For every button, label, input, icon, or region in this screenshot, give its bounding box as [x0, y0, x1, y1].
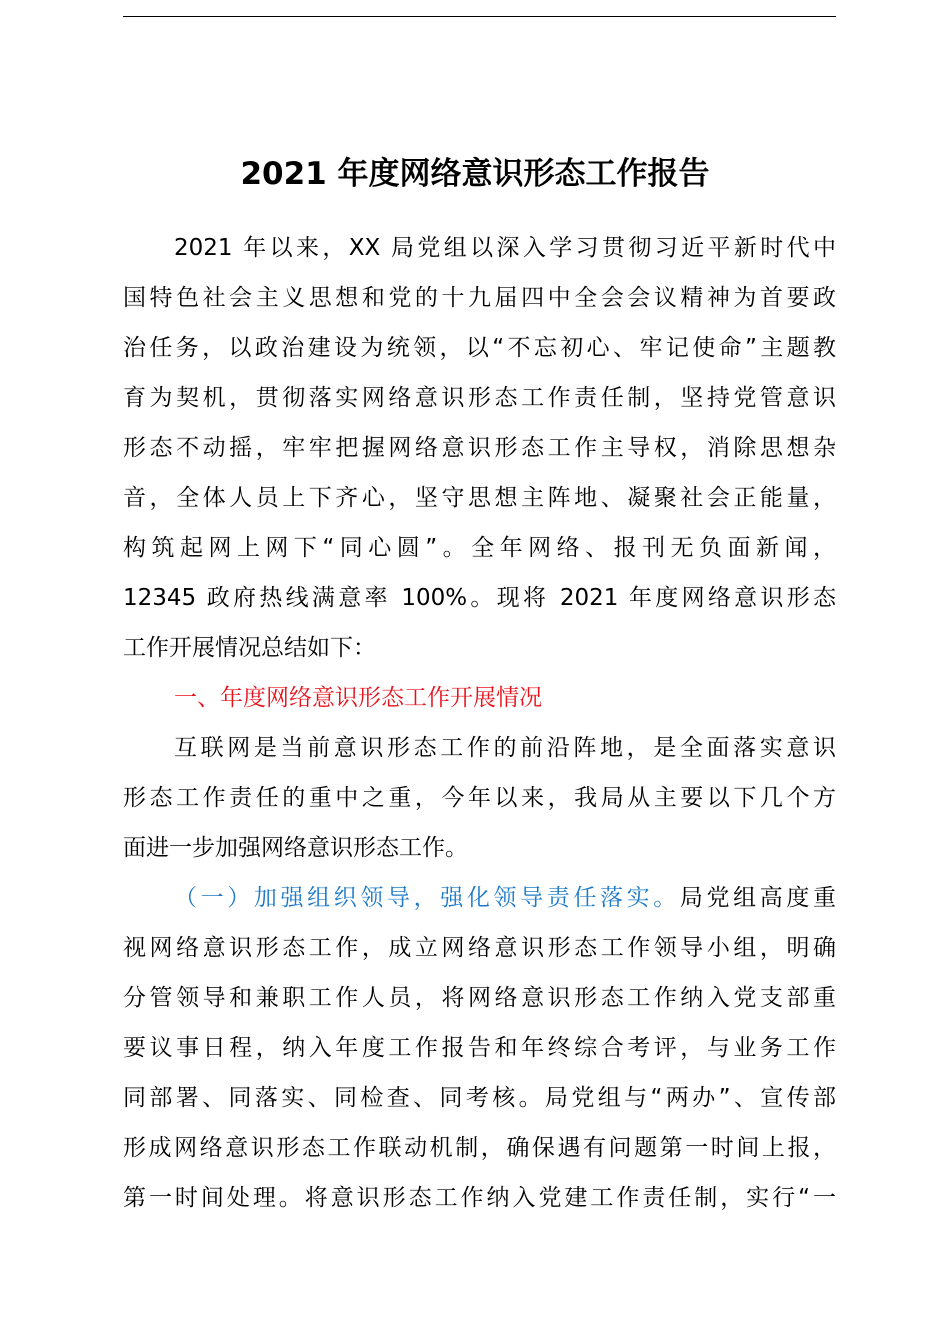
subsection-first-line — [174, 882, 836, 914]
subsection-line: 第一时间处理。将意识形态工作纳入党建工作责任制，实行“一 — [123, 1185, 836, 1211]
subsection-line: 视网络意识形态工作，成立网络意识形态工作领导小组，明确 — [123, 935, 836, 961]
section-heading: 一、年度网络意识形态工作开展情况 — [174, 685, 542, 711]
subsection-heading: （一）加强组织领导，强化领导责任落实。 — [174, 885, 680, 911]
intro-line: 工作开展情况总结如下： — [123, 635, 376, 661]
subsection-line: 同部署、同落实、同检查、同考核。局党组与“两办”、宣传部 — [123, 1085, 836, 1111]
subsection-line: 要议事日程，纳入年度工作报告和年终综合考评，与业务工作 — [123, 1035, 836, 1061]
section-line: 形态工作责任的重中之重，今年以来，我局从主要以下几个方 — [123, 785, 836, 811]
intro-line: 音，全体人员上下齐心，坚守思想主阵地、凝聚社会正能量， — [123, 485, 836, 511]
page-title: 2021 年度网络意识形态工作报告 — [240, 156, 710, 192]
intro-line: 构筑起网上网下“同心圆”。全年网络、报刊无负面新闻， — [123, 535, 836, 561]
subsection-line: 分管领导和兼职工作人员，将网络意识形态工作纳入党支部重 — [123, 985, 836, 1011]
header-rule — [123, 16, 836, 17]
section-line: 面进一步加强网络意识形态工作。 — [123, 835, 468, 861]
intro-line: 治任务，以政治建设为统领，以“不忘初心、牢记使命”主题教 — [123, 335, 836, 361]
intro-line: 形态不动摇，牢牢把握网络意识形态工作主导权，消除思想杂 — [123, 435, 836, 461]
intro-line: 育为契机，贯彻落实网络意识形态工作责任制，坚持党管意识 — [123, 385, 836, 411]
section-line: 互联网是当前意识形态工作的前沿阵地，是全面落实意识 — [174, 735, 836, 761]
subsection-line: 形成网络意识形态工作联动机制，确保遇有问题第一时间上报， — [123, 1135, 836, 1161]
intro-line: 12345 政府热线满意率 100%。现将 2021 年度网络意识形态 — [123, 585, 836, 611]
subsection-line-rest: 局党组高度重 — [679, 885, 836, 911]
intro-line: 国特色社会主义思想和党的十九届四中全会会议精神为首要政 — [123, 285, 836, 311]
intro-line: 2021 年以来，XX 局党组以深入学习贯彻习近平新时代中 — [174, 235, 836, 261]
